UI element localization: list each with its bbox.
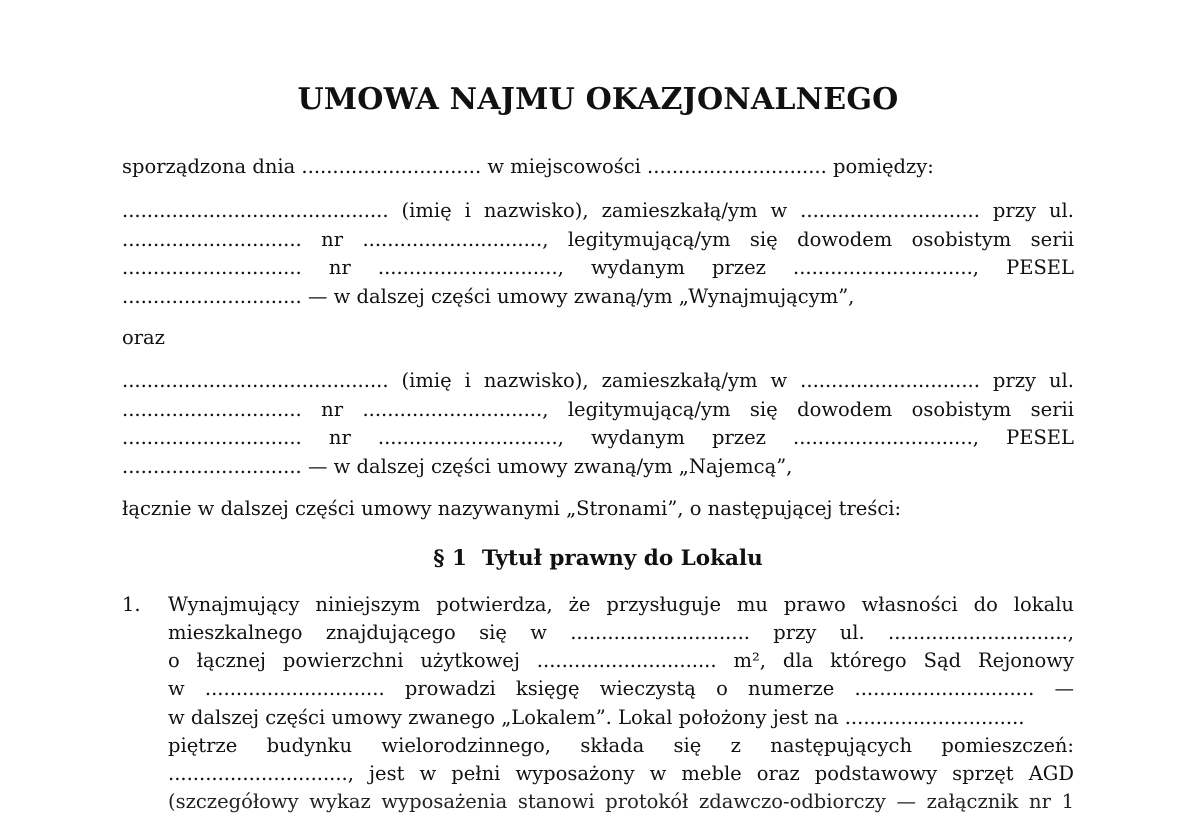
document-title: UMOWA NAJMU OKAZJONALNEGO: [297, 82, 899, 117]
party2-line-1: ........................................... (imię i nazwisko), zamieszkałą/ym w ............................. przy ul.: [122, 369, 1074, 392]
party1-line-2: ............................. nr ............................., legitymującą/ym się dowodem osobistym serii: [122, 228, 1074, 251]
oraz-text: oraz: [122, 326, 165, 349]
item-1-line-1: Wynajmujący niniejszym potwierdza, że przysługuje mu prawo własności do lokalu: [168, 593, 1074, 616]
item-1-line-8: (szczegółowy wykaz wyposażenia stanowi protokół zdawczo-odbiorczy — załącznik nr 1: [168, 790, 1074, 813]
item-1-line-7: ............................., jest w pełni wyposażony w meble oraz podstawowy sprzęt AGD: [168, 762, 1074, 785]
section-1-heading: § 1 Tytuł prawny do Lokalu: [433, 546, 763, 571]
party2-line-3: ............................. nr ............................., wydanym przez ............................., PESEL: [122, 426, 1074, 449]
item-1-line-3: o łącznej powierzchni użytkowej ............................. m², dla którego Sąd Rejonowy: [168, 649, 1074, 672]
party1-line-4: ............................. — w dalszej części umowy zwaną/ym „Wynajmującym”,: [122, 285, 855, 308]
party2-line-2: ............................. nr ............................., legitymującą/ym się dowodem osobistym serii: [122, 398, 1074, 421]
party2-line-4: ............................. — w dalszej części umowy zwaną/ym „Najemcą”,: [122, 455, 793, 478]
intro-line: sporządzona dnia ............................. w miejscowości ............................. pomiędzy:: [122, 155, 934, 178]
parties-jointly-text: łącznie w dalszej części umowy nazywanymi „Stronami”, o następującej treści:: [122, 497, 902, 520]
item-1-line-5: w dalszej części umowy zwanego „Lokalem”. Lokal położony jest na .............................: [168, 706, 1025, 729]
party1-line-3: ............................. nr ............................., wydanym przez ............................., PESEL: [122, 256, 1074, 279]
item-1-line-4: w ............................. prowadzi księgę wieczystą o numerze ............................. —: [168, 677, 1074, 700]
party1-line-1: ........................................... (imię i nazwisko), zamieszkałą/ym w ............................. przy ul.: [122, 199, 1074, 222]
item-1-number: 1.: [122, 593, 141, 616]
item-1-line-6: piętrze budynku wielorodzinnego, składa się z następujących pomieszczeń:: [168, 734, 1074, 757]
item-1-line-2: mieszkalnego znajdującego się w ............................. przy ul. .............................,: [168, 621, 1074, 644]
